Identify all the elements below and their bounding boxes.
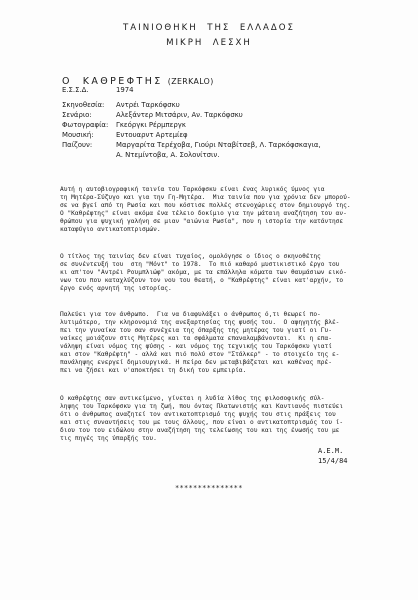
paragraph xyxy=(60,253,360,293)
text-line: Ο καθρέφτης σαν αντικείμενο, γίνεται η λυδία λίθος της φιλοσοφικής σύλ- xyxy=(60,395,325,402)
credit-value: Αντρέι Ταρκόφσκυ xyxy=(116,101,180,109)
credit-value: Α. Ντεμίντοβα, Α. Σολονίτσιν. xyxy=(116,151,220,159)
original-title: (ZERKALO) xyxy=(167,77,214,86)
credit-value: Εντουαρντ Αρτεμίεφ xyxy=(116,131,188,139)
text-line: Ο τίτλος της ταινίας δεν είναι τυχαίος, ομολόγησε ο ίδιος ο σκηνοθέτης xyxy=(60,253,321,260)
text-line: ληψης του Ταρκόφσκυ για τη ζωή, που όντας Πλατωνιστής και Καντιανός πιστεύει xyxy=(60,403,344,410)
text-line: Παλεύει για τον άνθρωπο. Για να διαφυλάξει ο άνθρωπος ό,τι θεωρεί πο- xyxy=(60,311,321,318)
text-line: Ο "Καθρέφτης" είναι ακόμα ένα τέλειο δοκίμιο για την μάταιη αναζήτηση του αν- xyxy=(60,210,347,217)
credit-label: Σκηνοθεσία: xyxy=(62,101,105,109)
credit-label: Μουσική: xyxy=(62,131,94,139)
paragraph xyxy=(60,186,360,234)
author-initials: Α.Ε.Μ. xyxy=(318,447,344,455)
credit-value: Μαργαρίτα Τερέχοβα, Γιούρι Νταβίτσεβ, Λ. Ταρκόφσκαγια, xyxy=(116,141,321,149)
credit-value: Γκεόργκι Ρέρμπεργκ xyxy=(116,121,186,129)
text-line: σε συνέντευξή του στη "Μόντ" το 1978. Το πιό καθαρό μυστικιστικό έργο του xyxy=(60,261,340,268)
text-line: και στις συναντήσεις του με τους άλλους, που είναι ο αντικατοπτρισμός του ί- xyxy=(60,419,344,426)
club-name: ΜΙΚΡΗ ΛΕΣΧΗ xyxy=(166,38,252,48)
text-line: πει την γυναίκα του σαν συνέχεια της όπαρξης της μητέρας του γιατί οι Γυ- xyxy=(60,327,332,334)
text-line: πανάληψης ενεργεί δημιουργικά. Η πείρα δεν μεταβιβάζεται και καθένας πρέ- xyxy=(60,359,332,366)
closing-asterisks: *************** xyxy=(175,484,243,492)
text-line: τη Μητέρα-Σύζυγο και για την Γη-Μητέρα. Μια ταινία που για χρόνια δεν μπορού- xyxy=(60,194,351,201)
country: Ε.Σ.Σ.Δ. xyxy=(62,86,89,94)
text-line: νων του που καταχλύζουν τον νου του θεατή, ο "Καθρέφτης" είναι κατ'αρχήν, το xyxy=(60,277,344,284)
archive-name: ΤΑΙΝΙΟΘΗΚΗ ΤΗΣ ΕΛΛΑΔΟΣ xyxy=(123,23,295,33)
credit-value: Αλεξάντερ Μιτσάριν, Αν. Ταρκόφσκυ xyxy=(116,111,243,119)
text-line: κι απ'τον "Αντρέι Ρουμπλιώφ" ακόμα, με τα επάλληλα κόματα των θαυμάσιων εικό- xyxy=(60,269,347,276)
text-line: διου του του ειδώλου στην αναζήτηση της τελείωσης του και της ένωσής του με xyxy=(60,427,340,434)
text-line: Αυτή η αυτοβιογραφική ταινία του Ταρκόφσκυ είναι ένας λυρικός ύμνος για xyxy=(60,186,325,193)
text-line: σε να βγεί από τη Ρωσία και που κόστισε πολλές στενοχώριες στον δημιουργό της. xyxy=(60,202,351,209)
text-line: θρώπου για ψυχική γαλήνη σε μιαν "αιώνια Ρωσία", που η ιστορία την κατάντησε xyxy=(60,218,344,225)
text-line: έργο ενός αρνητή της ιστορίας. xyxy=(60,285,172,292)
text-line: καταφύγιο αντικατοπτρισμών. xyxy=(60,226,161,233)
credit-label: Φωτογραφία: xyxy=(62,121,109,129)
credit-label: Παίζουν: xyxy=(62,141,93,149)
text-line: νάληψη είναι νόμος της φύσης - και νόμος της τεχνικής του Ταρκόφσκυ γιατί xyxy=(60,343,332,350)
text-line: ναίκες μοιάζουν στις Μητέρες και τα σφάλματα επαναλαμβάνονται. Κι η επα- xyxy=(60,335,332,342)
text-line: ότι ο άνθρωπος αναζητεί τον αντικατοπτρισμό της ψυχής του στις πράξεις του xyxy=(60,411,336,418)
paragraph xyxy=(60,395,360,443)
signature-date: 15/4/84 xyxy=(318,457,348,465)
credit-label: Σενάριο: xyxy=(62,111,92,119)
text-line: και στον "Καθρέφτη" - αλλά και πιό πολύ στον "Στάλκερ" - το στοιχείο της ε- xyxy=(60,351,340,358)
year: 1974 xyxy=(116,86,134,94)
text-line: λυτιμότερο, την κληρονομιά της ανεξαρτησίας της φυσής του. Ο αφηγητής βλέ- xyxy=(60,319,340,326)
film-title: Ο ΚΑΘΡΕΦΤΗΣ xyxy=(62,76,163,87)
paragraph xyxy=(60,311,360,375)
text-line: πει να ζήσει και ν'αποκτήσει τη δική του εμπειρία. xyxy=(60,367,247,374)
text-line: τις πηγές της ύπαρξής του. xyxy=(60,435,157,442)
